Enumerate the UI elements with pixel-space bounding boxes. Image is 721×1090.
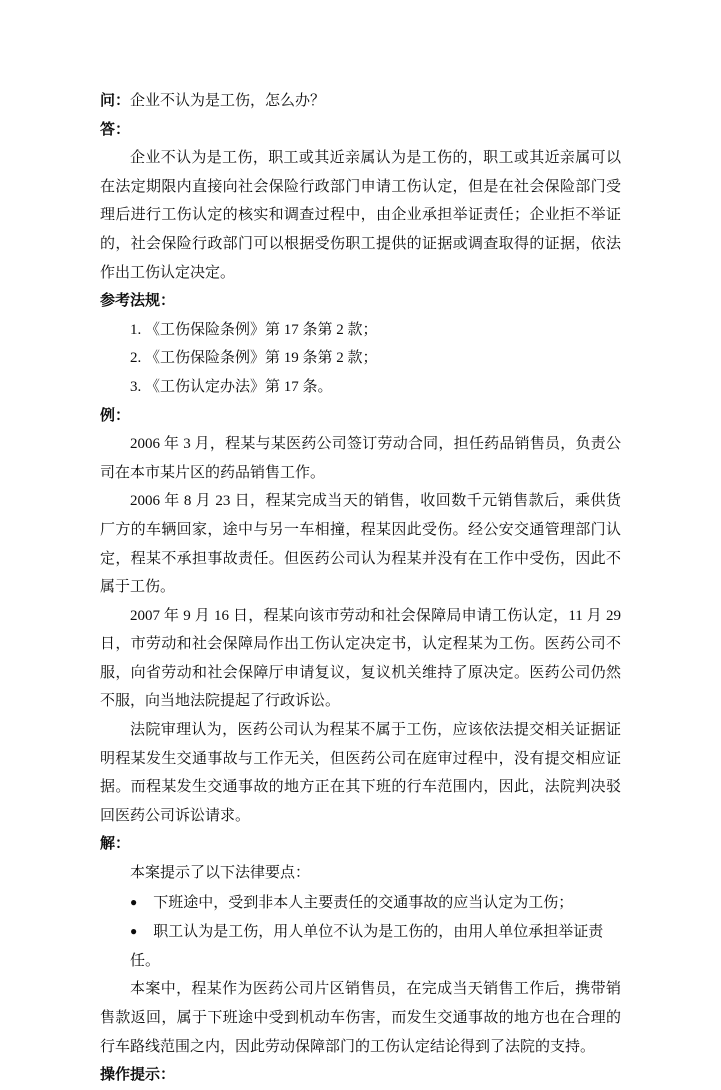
- analysis-intro: 本案提示了以下法律要点：: [130, 865, 311, 882]
- bullet-text: 职工认为是工伤，用人单位不认为是工伤的，由用人单位承担举证责任。: [130, 924, 604, 969]
- answer-label: 答：: [100, 121, 131, 138]
- tips-label: 操作提示：: [100, 1067, 176, 1084]
- example-paragraph: 2006 年 3 月，程某与某医药公司签订劳动合同，担任药品销售员，负责公司在本市某片区的药品销售工作。: [100, 436, 621, 481]
- question-text: 企业不认为是工伤，怎么办？: [130, 93, 326, 109]
- question-label: 问：: [100, 93, 131, 109]
- example-paragraph: 2007 年 9 月 16 日，程某向该市劳动和社会保障局申请工伤认定，11 月 29 日，市劳动和社会保障局作出工伤认定决定书，认定程某为工伤。医药公司不服，向省劳动和社会保障厅申请复议，复议机关维持了原决定。医药公司仍然不服，向当地法院提起了行政诉讼。: [100, 607, 621, 710]
- answer-paragraph: 企业不认为是工伤，职工或其近亲属认为是工伤的，职工或其近亲属可以在法定期限内直接向社会保险行政部门申请工伤认定，但是在社会保险部门受理后进行工伤认定的核实和调查过程中，由企业承担举证责任；企业拒不举证的，社会保险行政部门可以根据受伤职工提供的证据或调查取得的证据，依法作出工伤认定决定。: [100, 150, 621, 281]
- list-item: [100, 888, 621, 918]
- regulation-item: 1. 《工伤保险条例》第 17 条第 2 款；: [130, 321, 378, 338]
- list-item: [100, 917, 621, 975]
- question-line: [100, 87, 621, 116]
- regulation-item: 2. 《工伤保险条例》第 19 条第 2 款；: [130, 350, 378, 367]
- bullet-icon: ●: [130, 924, 138, 939]
- example-paragraph: 2006 年 8 月 23 日，程某完成当天的销售，收回数千元销售款后，乘供货厂方的车辆回家，途中与另一车相撞，程某因此受伤。经公安交通管理部门认定，程某不承担事故责任。但医药公司认为程某并没有在工作中受伤，因此不属于工伤。: [100, 493, 621, 596]
- bullet-text: 下班途中，受到非本人主要责任的交通事故的应当认定为工伤；: [153, 894, 574, 911]
- regulations-label: 参考法规：: [100, 293, 176, 310]
- regulation-item: 3. 《工伤认定办法》第 17 条。: [130, 378, 333, 395]
- bullet-icon: ●: [130, 894, 138, 909]
- document-page: [100, 87, 621, 1090]
- example-label: 例：: [100, 407, 131, 424]
- example-paragraph: 法院审理认为，医药公司认为程某不属于工伤，应该依法提交相关证据证明程某发生交通事故与工作无关，但医药公司在庭审过程中，没有提交相应证据。而程某发生交通事故的地方正在其下班的行车范围内，因此，法院判决驳回医药公司诉讼请求。: [100, 722, 621, 824]
- analysis-label: 解：: [100, 836, 131, 853]
- analysis-conclusion: 本案中，程某作为医药公司片区销售员，在完成当天销售工作后，携带销售款返回，属于下班途中受到机动车伤害，而发生交通事故的地方也在合理的行车路线范围之内，因此劳动保障部门的工伤认定结论得到了法院的支持。: [100, 981, 621, 1055]
